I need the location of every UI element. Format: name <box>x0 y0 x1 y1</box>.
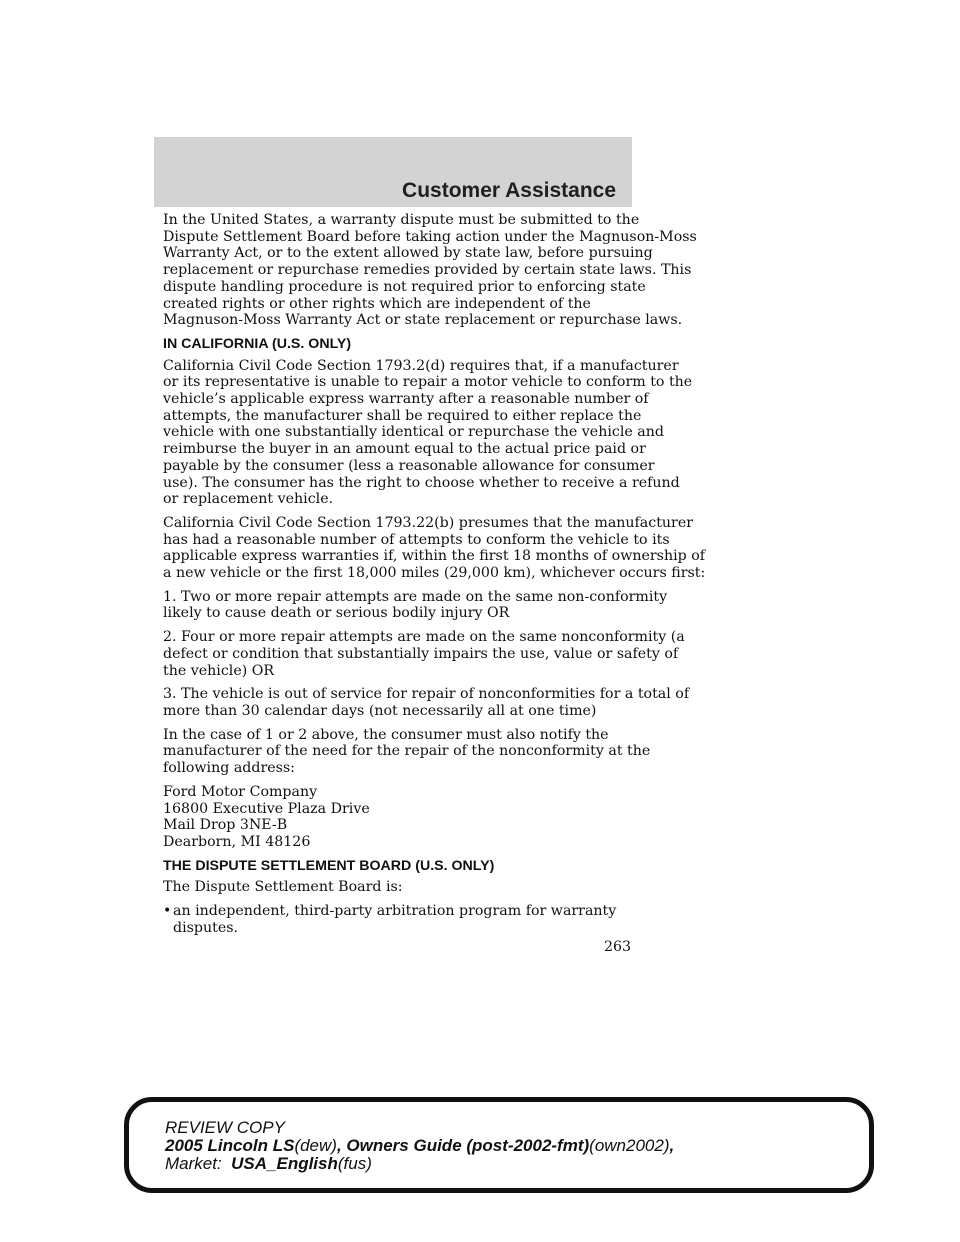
text-line: vehicle with one substantially identical or repurchase the vehicle and <box>163 424 664 441</box>
text-line: created rights or other rights which are independent of the <box>163 295 591 312</box>
paragraph-notify <box>163 726 651 777</box>
document-info-line <box>165 1137 674 1155</box>
market-name: USA_English <box>221 1154 338 1173</box>
text-line: In the United States, a warranty dispute must be submitted to the <box>163 212 640 228</box>
mailing-address <box>163 784 641 851</box>
market-label: Market: <box>165 1154 222 1173</box>
address-line: Ford Motor Company <box>163 783 318 800</box>
text-line: manufacturer of the need for the repair of the nonconformity at the <box>163 743 651 760</box>
text-line: more than 30 calendar days (not necessarily all at one time) <box>163 702 597 719</box>
text-line: In the case of 1 or 2 above, the consumer must also notify the <box>163 726 609 743</box>
text-line: attempts, the manufacturer shall be required to either replace the <box>163 407 642 424</box>
review-copy-label: REVIEW COPY <box>165 1118 285 1137</box>
bullet-icon: • <box>163 903 172 920</box>
text-line: Dispute Settlement Board before taking action under the Magnuson-Moss <box>163 228 697 245</box>
text-line: 3. The vehicle is out of service for repair of nonconformities for a total of <box>163 686 690 703</box>
text-line: reimburse the buyer in an amount equal to the actual price paid or <box>163 441 646 458</box>
text-line: following address: <box>163 760 295 777</box>
paragraph-civil-code-1793-2 <box>163 357 693 508</box>
numbered-item-2 <box>163 629 685 679</box>
address-line: Dearborn, MI 48126 <box>163 833 311 850</box>
numbered-item-3 <box>163 686 690 719</box>
text-line: the vehicle) OR <box>163 662 275 679</box>
paragraph-board-intro: The Dispute Settlement Board is: <box>163 879 403 896</box>
numbered-item-1 <box>163 588 668 622</box>
text-line: or replacement vehicle. <box>163 491 334 508</box>
text-line: has had a reasonable number of attempts to conform the vehicle to its <box>163 531 670 548</box>
review-copy-text <box>165 1119 674 1173</box>
text-line: a new vehicle or the first 18,000 miles (29,000 km), whichever occurs first: <box>163 565 706 582</box>
market-code: (fus) <box>337 1154 372 1173</box>
page-content <box>163 212 706 936</box>
text-line: Warranty Act, or to the extent allowed by state law, before pursuing <box>163 245 653 262</box>
vehicle-code: (dew) <box>294 1136 337 1155</box>
text-line: 1. Two or more repair attempts are made on the same non-conformity <box>163 588 668 605</box>
paragraph-dispute-intro <box>163 212 697 329</box>
heading-california: IN CALIFORNIA (U.S. ONLY) <box>163 335 352 352</box>
market-line <box>165 1155 674 1173</box>
text-line: vehicle’s applicable express warranty after a reasonable number of <box>163 391 649 408</box>
paragraph-civil-code-1793-22 <box>163 514 706 582</box>
text-line: replacement or repurchase remedies provided by certain state laws. This <box>163 262 692 279</box>
guide-code: (own2002) <box>589 1136 670 1155</box>
text-line: use). The consumer has the right to choose whether to receive a refund <box>163 474 680 491</box>
vehicle-name: 2005 Lincoln LS <box>165 1136 295 1155</box>
text-line: or its representative is unable to repair a motor vehicle to conform to the <box>163 374 693 391</box>
address-line: 16800 Executive Plaza Drive <box>163 800 370 817</box>
text-line: 2. Four or more repair attempts are made on the same nonconformity (a <box>163 629 685 646</box>
text-line: likely to cause death or serious bodily injury OR <box>163 605 510 622</box>
text-line: California Civil Code Section 1793.2(d) requires that, if a manufacturer <box>163 357 679 374</box>
bullet-text: an independent, third-party arbitration program for warranty disputes. <box>173 903 617 936</box>
bullet-item <box>163 903 641 936</box>
section-title: Customer Assistance <box>402 179 616 202</box>
heading-dispute-board: THE DISPUTE SETTLEMENT BOARD (U.S. ONLY) <box>163 857 495 874</box>
section-header <box>154 137 632 207</box>
review-copy-box <box>124 1097 874 1193</box>
text-line: dispute handling procedure is not required prior to enforcing state <box>163 278 646 295</box>
page-number: 263 <box>604 939 632 955</box>
text-line: defect or condition that substantially impairs the use, value or safety of <box>163 645 679 662</box>
text-line: California Civil Code Section 1793.22(b) presumes that the manufacturer <box>163 514 694 531</box>
text-line: applicable express warranties if, within the first 18 months of ownership of <box>163 548 705 565</box>
address-line: Mail Drop 3NE-B <box>163 817 288 834</box>
text-line: payable by the consumer (less a reasonable allowance for consumer <box>163 457 655 474</box>
text-line: Magnuson-Moss Warranty Act or state replacement or repurchase laws. <box>163 312 683 329</box>
guide-name: , Owners Guide (post-2002-fmt) <box>336 1136 590 1155</box>
separator: , <box>669 1136 675 1155</box>
